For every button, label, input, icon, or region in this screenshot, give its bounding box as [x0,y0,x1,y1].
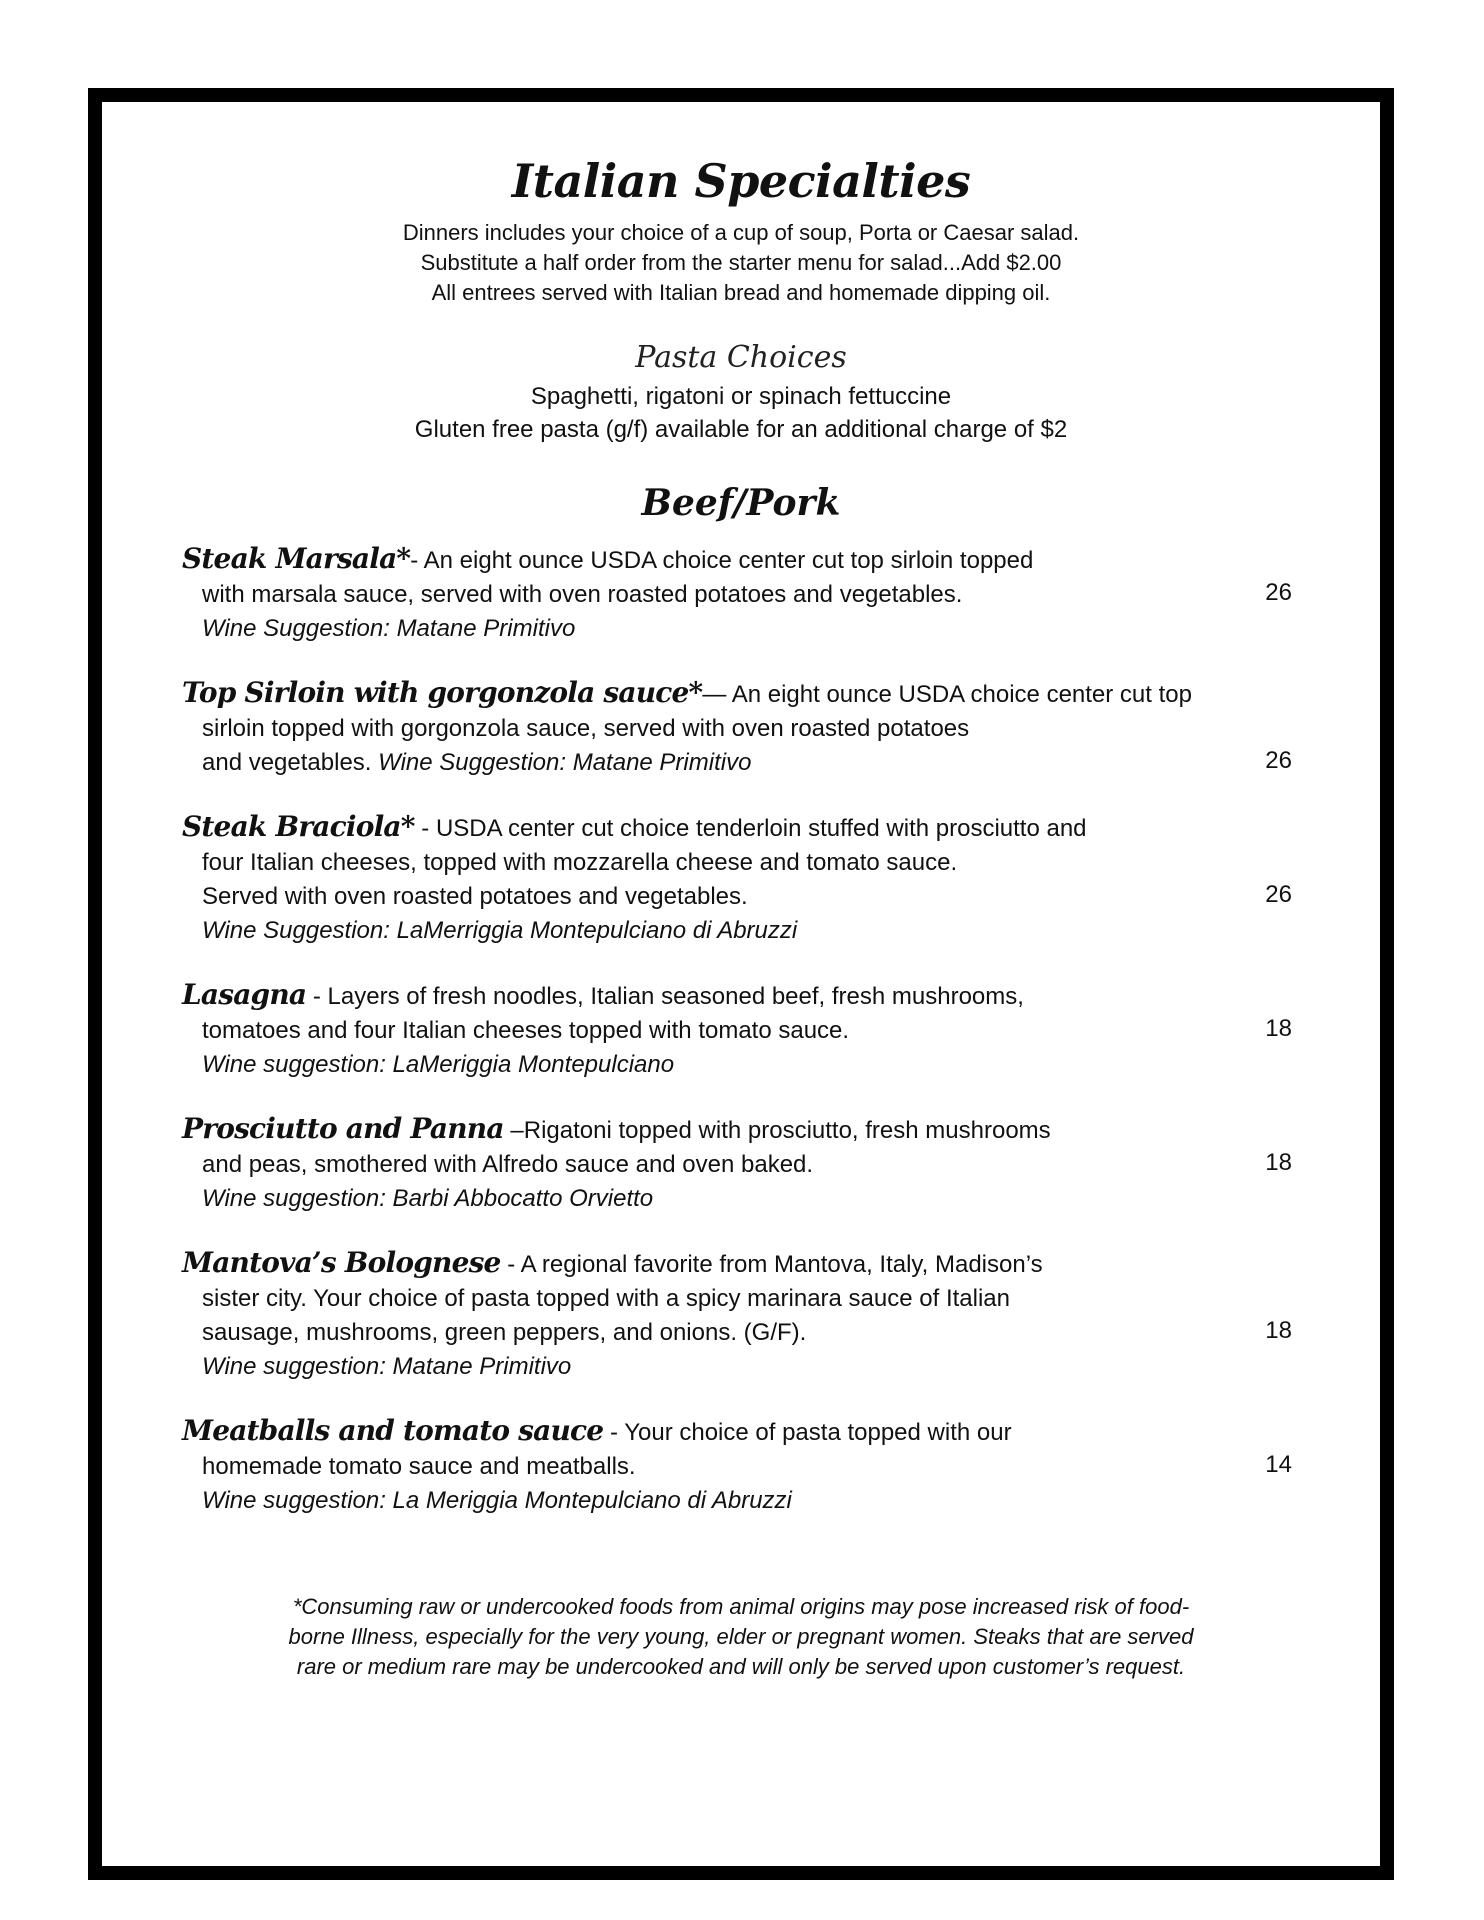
menu-item-description-line: homemade tomato sauce and meatballs. [202,1453,636,1480]
menu-item-description: and vegetables. [202,749,379,776]
menu-item-separator: - [603,1419,625,1446]
menu-item-description-line: four Italian cheeses, topped with mozzarella cheese and tomato sauce. [202,849,958,876]
section-heading-beef-pork: Beef/Pork [641,482,841,524]
pasta-choices-heading: Pasta Choices [635,340,847,375]
menu-item-description: Rigatoni topped with prosciutto, fresh mushrooms [523,1117,1051,1144]
menu-item-price: 26 [1265,881,1292,908]
footnote-line: *Consuming raw or undercooked foods from animal origins may pose increased risk of food- [292,1594,1190,1619]
wine-suggestion: Wine Suggestion: Matane Primitivo [202,615,576,642]
wine-suggestion: Wine Suggestion: LaMerriggia Montepulciano di Abruzzi [202,917,798,944]
menu-item-name: Steak Braciola* [182,810,415,843]
menu-item [182,978,1292,1082]
menu-item-price: 18 [1265,1149,1292,1176]
menu-item-wine-line [182,1048,1292,1082]
menu-item-wine-line [182,1350,1292,1384]
consumer-advisory-footnote [102,1592,1380,1682]
pasta-choices-text [102,380,1380,446]
menu-item [182,1414,1292,1518]
menu-item-first-line [182,1246,1292,1282]
menu-page-frame [88,88,1394,1880]
menu-item-description-line: sausage, mushrooms, green peppers, and onions. (G/F). [202,1319,807,1346]
menu-item [182,542,1292,646]
menu-item-description: An eight ounce USDA choice center cut top [731,681,1192,708]
menu-item-separator: - [410,547,424,574]
menu-item-price: 18 [1265,1015,1292,1042]
menu-item-price: 18 [1265,1317,1292,1344]
wine-suggestion: Wine suggestion: La Meriggia Montepulciano di Abruzzi [202,1487,792,1514]
menu-item-price: 26 [1265,747,1292,774]
intro-line: Substitute a half order from the starter menu for salad...Add $2.00 [420,250,1062,275]
menu-item-description-line: Served with oven roasted potatoes and vegetables. [202,883,748,910]
wine-suggestion: Wine suggestion: Barbi Abbocatto Orvietto [202,1185,654,1212]
wine-suggestion: Wine suggestion: LaMeriggia Montepulciano [202,1051,675,1078]
menu-item [182,1246,1292,1384]
menu-item-price: 14 [1265,1451,1292,1478]
menu-item-separator: - [414,815,436,842]
menu-item-name: Prosciutto and Panna [182,1112,504,1145]
menu-item [182,810,1292,948]
footnote-line: borne Illness, especially for the very young, elder or pregnant women. Steaks that are served [288,1624,1194,1649]
menu-item-description-line: sirloin topped with gorgonzola sauce, served with oven roasted potatoes [202,715,970,742]
menu-item-first-line [182,676,1292,712]
menu-item-name: Mantova’s Bolognese [182,1246,501,1279]
menu-item-name: Lasagna [182,978,307,1011]
menu-item-wine-line [182,1484,1292,1518]
menu-item-separator: – [503,1117,524,1144]
wine-suggestion: Wine Suggestion: Matane Primitivo [378,749,752,776]
menu-item-description-line: with marsala sauce, served with oven roasted potatoes and vegetables. [202,581,963,608]
intro-text [102,218,1380,308]
menu-item-description-line: tomatoes and four Italian cheeses topped with tomato sauce. [202,1017,850,1044]
menu-item-wine-line [182,1182,1292,1216]
intro-line: All entrees served with Italian bread and homemade dipping oil. [431,280,1051,305]
menu-item-first-line [182,542,1292,578]
pasta-line: Spaghetti, rigatoni or spinach fettuccine [530,383,952,410]
menu-item-first-line [182,978,1292,1014]
menu-item-description-line: sister city. Your choice of pasta topped with a spicy marinara sauce of Italian [202,1285,1010,1312]
menu-item-first-line [182,810,1292,846]
menu-item [182,1112,1292,1216]
menu-item-wine-line [182,746,1292,780]
menu-item-name: Top Sirloin with gorgonzola sauce* [182,676,703,709]
menu-item-name: Meatballs and tomato sauce [182,1414,604,1447]
menu-item-price: 26 [1265,579,1292,606]
footnote-line: rare or medium rare may be undercooked and will only be served upon customer’s request. [296,1654,1186,1679]
menu-item-first-line [182,1112,1292,1148]
intro-line: Dinners includes your choice of a cup of soup, Porta or Caesar salad. [402,220,1080,245]
menu-item-description: Your choice of pasta topped with our [624,1419,1012,1446]
menu-item-name: Steak Marsala* [182,542,411,575]
menu-item-description-line: and peas, smothered with Alfredo sauce and oven baked. [202,1151,814,1178]
menu-item-description: An eight ounce USDA choice center cut top sirloin topped [423,547,1034,574]
menu-item-description: USDA center cut choice tenderloin stuffed with prosciutto and [435,815,1087,842]
menu-item-list [182,542,1292,1548]
menu-item-wine-line [182,612,1292,646]
wine-suggestion: Wine suggestion: Matane Primitivo [202,1353,572,1380]
menu-item-separator: - [500,1251,521,1278]
menu-item-description: Layers of fresh noodles, Italian seasoned beef, fresh mushrooms, [327,983,1024,1010]
menu-item-wine-line [182,914,1292,948]
page-title: Italian Specialties [511,154,971,208]
menu-item-description: A regional favorite from Mantova, Italy, Madison’s [520,1251,1043,1278]
menu-item-first-line [182,1414,1292,1450]
menu-item [182,676,1292,780]
menu-item-separator: - [306,983,328,1010]
pasta-line: Gluten free pasta (g/f) available for an additional charge of $2 [414,416,1068,443]
menu-item-separator: — [702,681,732,708]
